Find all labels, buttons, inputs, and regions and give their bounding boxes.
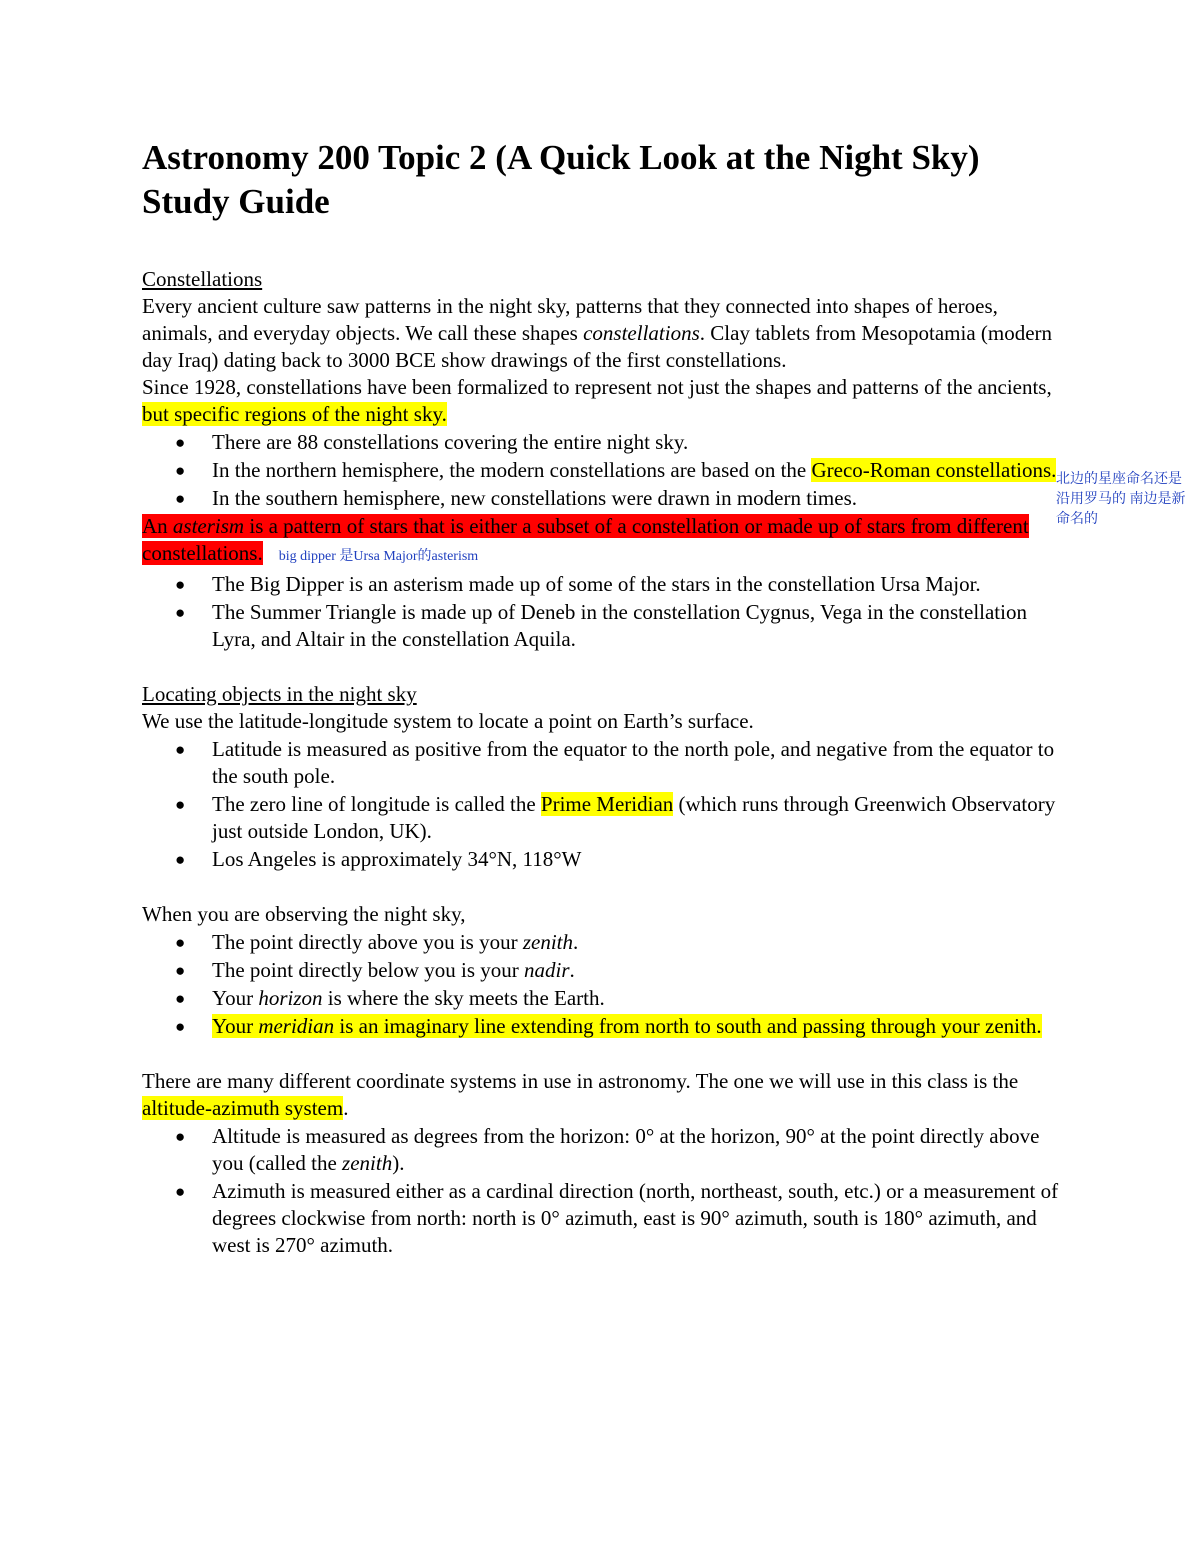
list-item: ● Latitude is measured as positive from the equator to the north pole, and negative from the equator to the south pole.: [175, 737, 1055, 788]
list-item: ● Azimuth is measured either as a cardinal direction (north, northeast, south, etc.) or a measurement of degrees clockwise from north: north is 0° azimuth, east is 90° azimuth, south is 180° azimuth, and west is 270° azimuth.: [175, 1179, 1059, 1257]
bullet-icon: ●: [175, 461, 186, 480]
bullet-icon: ●: [175, 603, 186, 622]
bullet-icon: ●: [175, 933, 186, 952]
list-item: [142, 1013, 1072, 1040]
bullet-icon: ●: [175, 989, 186, 1008]
list-item: ● The zero line of longitude is called the Prime Meridian (which runs through Greenwich Observatory just outside London, UK).: [175, 792, 1056, 843]
list-item: ● The Summer Triangle is made up of Deneb in the constellation Cygnus, Vega in the constellation Lyra, and Altair in the constellation Aquila.: [175, 600, 1027, 651]
bullet-icon: ●: [175, 433, 186, 452]
bullet-icon: ●: [175, 1182, 186, 1201]
paragraph-constellations-1928: Since 1928, constellations have been formalized to represent not just the shapes and patterns of the ancients, but specific regions of the night sky.: [142, 375, 1052, 426]
bullet-icon: ●: [175, 1017, 186, 1036]
list-item: ● In the southern hemisphere, new constellations were drawn in modern times.: [175, 486, 857, 510]
bullet-icon: ●: [175, 795, 186, 814]
bullet-icon: ●: [175, 1127, 186, 1146]
paragraph-coordinates-intro: There are many different coordinate systems in use in astronomy. The one we will use in this class is the altitude-azimuth system.: [142, 1069, 1019, 1120]
bullet-icon: ●: [175, 740, 186, 759]
page-title: Astronomy 200 Topic 2 (A Quick Look at the Night Sky) Study Guide: [142, 138, 980, 221]
list-item: ● Your horizon is where the sky meets the Earth.: [175, 986, 605, 1010]
paragraph-constellations-intro: Every ancient culture saw patterns in the night sky, patterns that they connected into shapes of heroes, animals, and everyday objects. We call these shapes constellations. Clay tablets from Mesopotamia (modern day Iraq) dating back to 3000 BCE show drawings of the first constellations.: [142, 294, 1053, 372]
highlight-prime-meridian: Prime Meridian: [540, 792, 674, 816]
bullet-icon: ●: [175, 961, 186, 980]
highlight-meridian: Your meridian is an imaginary line extending from north to south and passing through your zenith.: [212, 1014, 1042, 1038]
section-heading-locating: Locating objects in the night sky: [142, 682, 417, 706]
list-item: ● The point directly below you is your nadir.: [175, 958, 575, 982]
paragraph-asterism: [142, 513, 1072, 570]
bullet-icon: ●: [175, 489, 186, 508]
list-asterisms: [142, 571, 1072, 653]
list-item: ● The point directly above you is your zenith.: [175, 930, 579, 954]
paragraph-locating-intro: We use the latitude-longitude system to locate a point on Earth’s surface.: [142, 709, 754, 733]
list-constellations: [142, 429, 1072, 512]
paragraph-observing-intro: When you are observing the night sky,: [142, 902, 466, 926]
list-item: ● Los Angeles is approximately 34°N, 118°W: [175, 847, 582, 871]
list-item: ● The Big Dipper is an asterism made up of some of the stars in the constellation Ursa Major.: [175, 572, 981, 596]
highlight-specific-regions: but specific regions of the night sky.: [142, 402, 447, 426]
list-locating: [142, 736, 1072, 873]
document-body: [142, 136, 1072, 1260]
handwritten-side-note: 北边的星座命名还是沿用罗马的 南边是新命名的: [1056, 472, 1186, 527]
highlight-greco-roman: Greco-Roman constellations.: [811, 458, 1057, 482]
bullet-icon: ●: [175, 575, 186, 594]
list-coordinates: [142, 1123, 1072, 1259]
list-item: ● Altitude is measured as degrees from the horizon: 0° at the horizon, 90° at the point directly above you (called the zenith).: [175, 1124, 1040, 1175]
list-item: ● In the northern hemisphere, the modern constellations are based on the Greco-Roman constellations.: [175, 458, 1057, 482]
handwritten-note-big-dipper: big dipper 是Ursa Major的asterism: [278, 549, 479, 564]
list-observing: [142, 929, 1072, 1040]
highlight-asterism-definition: An asterism is a pattern of stars that is either a subset of a constellation or made up of stars from different constellations.: [142, 514, 1029, 565]
bullet-icon: ●: [175, 850, 186, 869]
list-item: ● There are 88 constellations covering the entire night sky.: [175, 430, 689, 454]
highlight-altitude-azimuth: altitude-azimuth system: [142, 1096, 344, 1120]
section-heading-constellations: Constellations: [142, 267, 263, 291]
